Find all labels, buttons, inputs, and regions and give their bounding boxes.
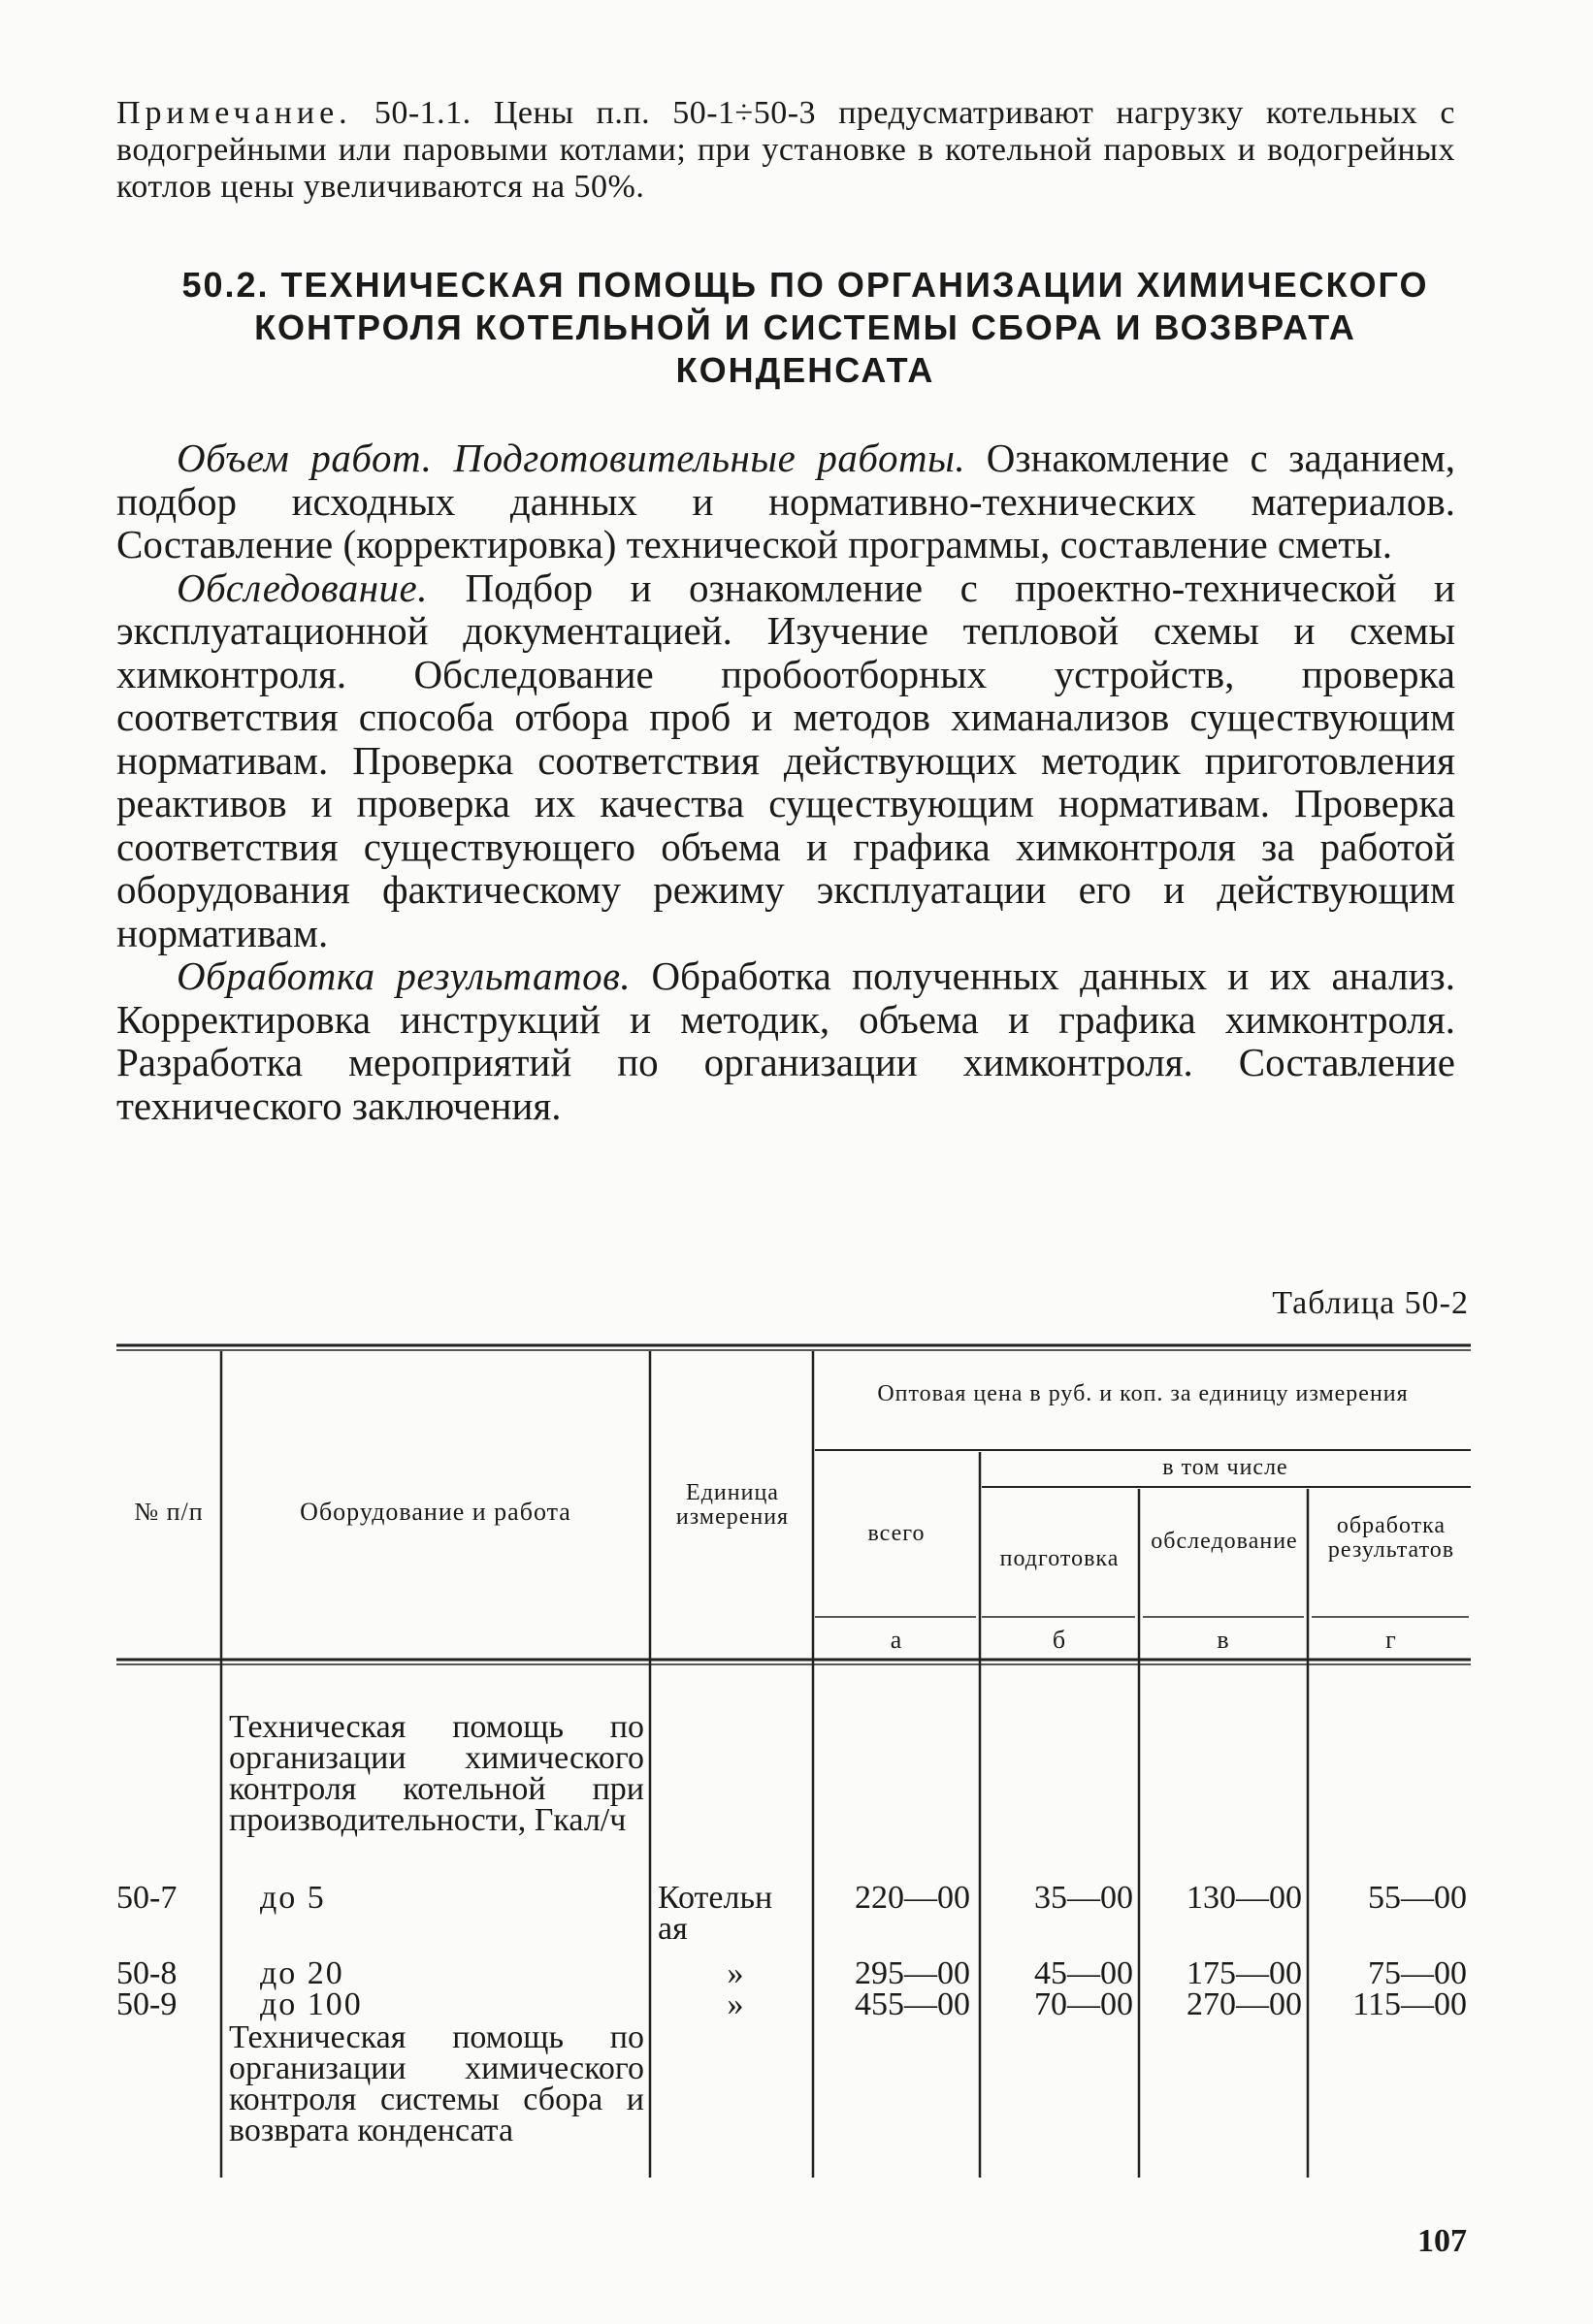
group2-title: Техническая помощь по организации химического контроля системы сбора и возврата конденсата xyxy=(229,2019,644,2148)
row-processing: 55—00 xyxy=(1368,1880,1467,1916)
group1-title: Техническая помощь по организации химического контроля котельной при производительности, Гкал/ч xyxy=(229,1709,644,1838)
row-prep: 70—00 xyxy=(1034,1986,1133,2022)
page-number: 107 xyxy=(1417,2223,1467,2259)
row-processing: 115—00 xyxy=(1352,1986,1467,2022)
section-body xyxy=(116,436,1455,1127)
row-processing: 75—00 xyxy=(1368,1955,1467,1991)
table-caption: Таблица 50-2 xyxy=(1272,1285,1469,1321)
col-header-num: № п/п xyxy=(134,1498,204,1526)
row-desc: до 20 xyxy=(260,1955,344,1991)
paragraph-processing xyxy=(116,954,1455,1127)
row-survey: 130—00 xyxy=(1187,1880,1302,1916)
col-header-processing: обработка результатов xyxy=(1327,1513,1455,1563)
col-letter: г xyxy=(1385,1626,1397,1654)
col-header-equipment: Оборудование и работа xyxy=(300,1498,571,1526)
col-letter: в xyxy=(1217,1626,1230,1654)
paragraph-preparation xyxy=(116,436,1455,566)
row-total: 220—00 xyxy=(855,1880,970,1916)
price-table xyxy=(114,1343,1475,2178)
col-header-total: всего xyxy=(867,1521,926,1546)
row-desc: до 5 xyxy=(260,1880,326,1916)
note xyxy=(116,95,1455,206)
col-header-survey: обследование xyxy=(1151,1529,1298,1554)
row-unit: Котельная xyxy=(658,1880,773,1947)
col-header-prep: подготовка xyxy=(999,1546,1120,1571)
col-header-unit: Единица измерения xyxy=(675,1480,790,1530)
paragraph-lead: Объем работ. Подготовительные работы. xyxy=(177,436,966,480)
col-header-including: в том числе xyxy=(1162,1455,1288,1480)
col-letter: а xyxy=(890,1626,903,1654)
row-number: 50-8 xyxy=(116,1955,178,1991)
paragraph-text: Ознакомление с заданием, подбор исходных данных и нормативно-технических материалов. Составление (корректировка) технической программы, составление сметы. xyxy=(116,436,1456,566)
paragraph-survey xyxy=(116,566,1455,955)
paragraph-lead: Обработка результатов. xyxy=(177,953,632,998)
col-header-price-group: Оптовая цена в руб. и коп. за единицу измерения xyxy=(877,1381,1409,1406)
paragraph-text: Подбор и ознакомление с проектно-технической и эксплуатационной документацией. Изучение тепловой схемы и схемы химконтроля. Обследование пробоотборных устройств, проверка соответствия способа отбора проб и методов химанализов существующим нормативам. Проверка соответствия действующих методик приготовления реактивов и проверка их качества существующим нормативам. Проверка соответствия существующего объема и графика химконтроля за работой оборудования фактическому режиму эксплуатации его и действующим нормативам. xyxy=(116,565,1456,955)
section-heading: 50.2. ТЕХНИЧЕСКАЯ ПОМОЩЬ ПО ОРГАНИЗАЦИИ ХИМИЧЕСКОГО КОНТРОЛЯ КОТЕЛЬНОЙ И СИСТЕМЫ СБОРА И ВОЗВРАТА КОНДЕНСАТА xyxy=(181,265,1429,390)
row-number: 50-9 xyxy=(116,1986,178,2022)
row-unit: » xyxy=(727,1986,744,2022)
row-unit: » xyxy=(727,1955,744,1991)
row-prep: 45—00 xyxy=(1034,1955,1133,1991)
note-text: 50-1.1. Цены п.п. 50-1÷50-3 предусматривают нагрузку котельных с водогрейными или паровыми котлами; при установке в котельной паровых и водогрейных котлов цены увеличиваются на 50%. xyxy=(116,95,1456,205)
paragraph-lead: Обследование. xyxy=(177,565,429,610)
col-letter: б xyxy=(1052,1626,1067,1654)
row-total: 455—00 xyxy=(855,1986,970,2022)
row-survey: 270—00 xyxy=(1187,1986,1302,2022)
row-total: 295—00 xyxy=(855,1955,970,1991)
note-label: Примечание. xyxy=(116,95,352,131)
row-prep: 35—00 xyxy=(1034,1880,1133,1916)
paragraph-text: Обработка полученных данных и их анализ. Корректировка инструкций и методик, объема и графика химконтроля. Разработка мероприятий по организации химконтроля. Составление технического заключения. xyxy=(116,953,1456,1128)
row-number: 50-7 xyxy=(116,1880,178,1916)
row-desc: до 100 xyxy=(260,1986,363,2022)
row-survey: 175—00 xyxy=(1187,1955,1302,1991)
